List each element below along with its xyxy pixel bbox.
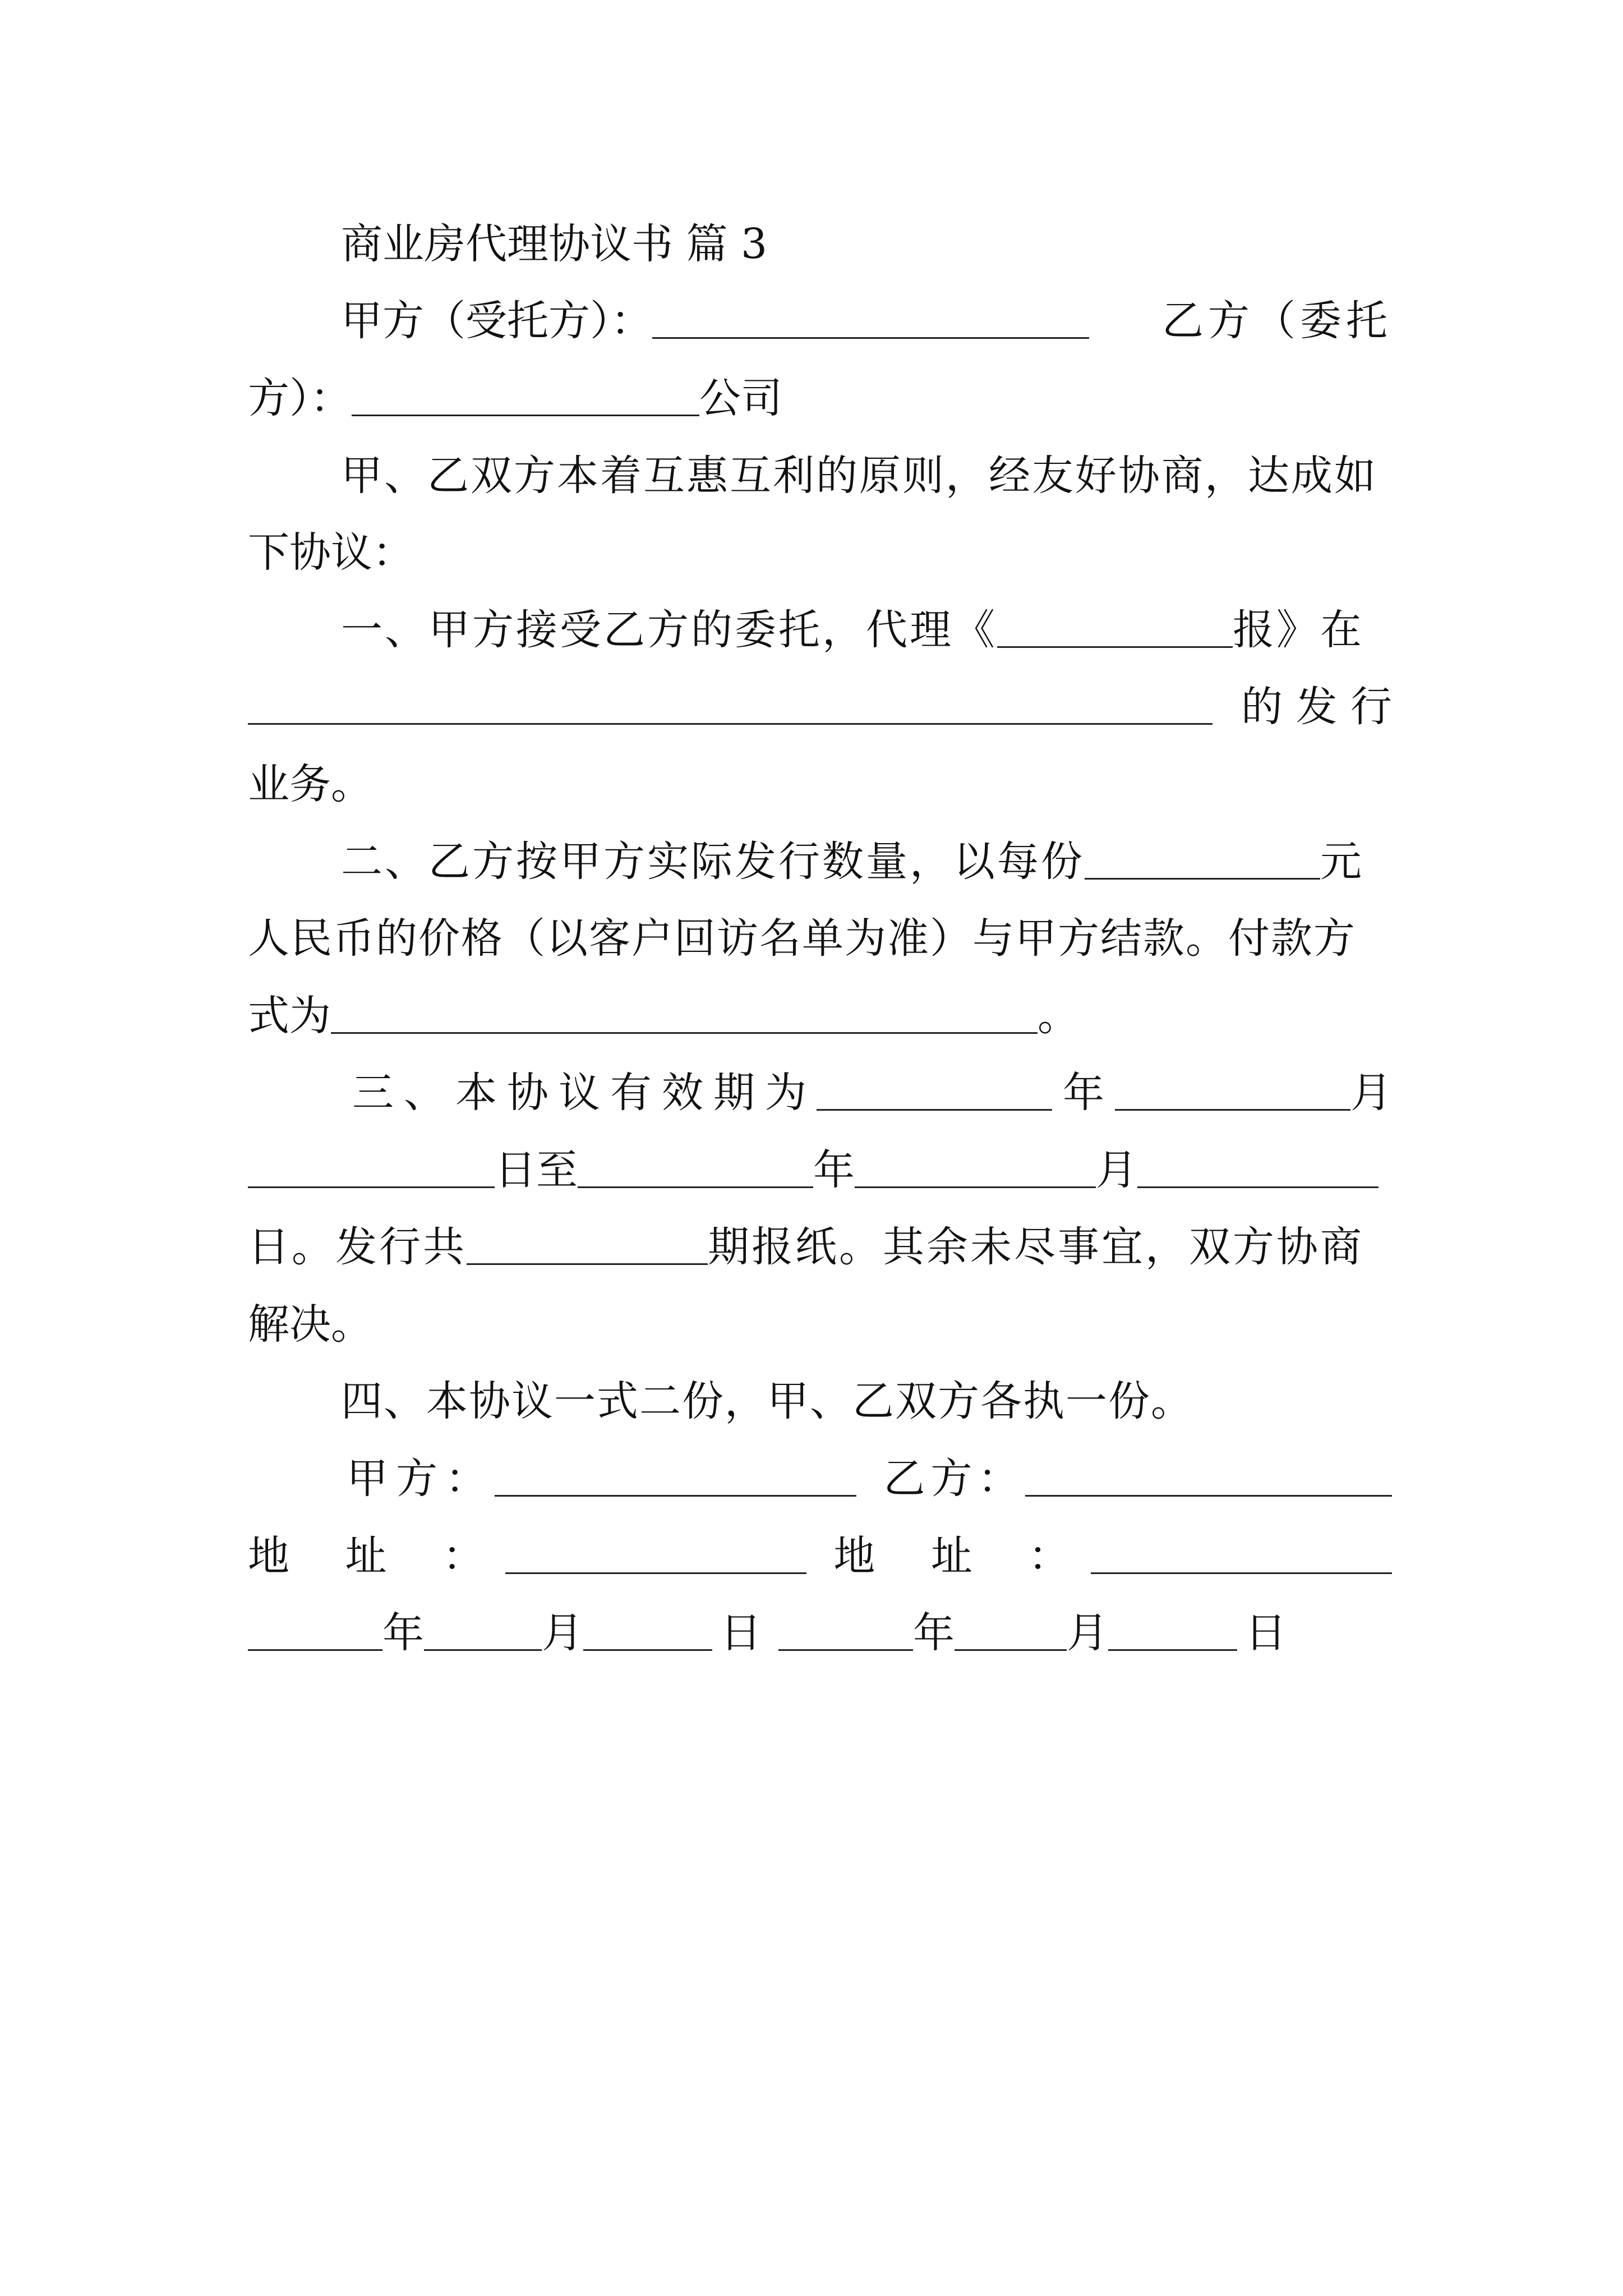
clause-1-text-d: 业务。 (248, 760, 372, 808)
document-title (248, 210, 1392, 278)
clause-1-line-2 (248, 673, 1392, 740)
party-b-label-cont: 方）： (248, 374, 352, 422)
intro-text-1: 甲、乙双方本着互惠互利的原则，经友好协商，达成如 (341, 452, 1377, 500)
clause-3-text-e: 解决。 (248, 1300, 372, 1349)
party-a-blank[interactable] (652, 302, 1089, 339)
intro-line-2 (248, 519, 1392, 586)
newspaper-name-blank[interactable] (997, 611, 1233, 648)
party-b-signature-blank[interactable] (1025, 1460, 1392, 1497)
clause-3-text-b: 日至 (495, 1146, 578, 1194)
payment-method-blank[interactable] (331, 997, 1038, 1034)
start-month-blank[interactable] (1115, 1074, 1350, 1111)
party-a-month-blank[interactable] (424, 1614, 542, 1651)
clause-2-text-a: 二、乙方按甲方实际发行数量，以每份 (341, 838, 1085, 886)
clause-1-line-1 (248, 596, 1392, 664)
party-b-label: 乙方（委托 (1162, 297, 1392, 345)
clause-4-line (248, 1368, 1392, 1435)
start-year-blank[interactable] (817, 1074, 1052, 1111)
clause-3-end-year-label: 年 (813, 1146, 855, 1194)
date-line (248, 1599, 1392, 1667)
intro-line-1 (248, 442, 1392, 509)
party-b-month-label: 月 (1067, 1609, 1108, 1657)
clause-3-line-1 (248, 1059, 1392, 1126)
party-a-day-blank[interactable] (583, 1614, 712, 1651)
clause-1-line-3 (248, 751, 1392, 818)
clause-3-text-d: 期报纸。其余未尽事宜，双方协商 (708, 1223, 1364, 1271)
party-b-month-blank[interactable] (955, 1614, 1067, 1651)
clause-3-text-c: 日。发行共 (248, 1223, 467, 1271)
distribution-area-blank[interactable] (248, 688, 1212, 725)
party-a-signature-blank[interactable] (495, 1460, 856, 1497)
party-a-month-label: 月 (542, 1609, 583, 1657)
clause-1-text-c: 的 发 行 (1241, 683, 1392, 731)
party-b-year-label: 年 (913, 1609, 955, 1657)
end-month-blank[interactable] (855, 1152, 1096, 1188)
clause-1-text-a: 一、甲方接受乙方的委托，代理《 (341, 606, 997, 654)
clause-2-text-d: 式为 (248, 992, 331, 1040)
clause-2-text-c: 人民币的价格（以客户回访名单为准）与甲方结款。付款方 (248, 914, 1356, 963)
party-b-day-blank[interactable] (1108, 1614, 1237, 1651)
clause-3-month-label: 月 (1350, 1069, 1392, 1117)
clause-3-line-3 (248, 1213, 1392, 1281)
clause-3-year-label: 年 (1063, 1069, 1104, 1117)
party-a-address-label: 地 址 ： (248, 1532, 506, 1580)
parties-line-2 (248, 365, 1392, 432)
party-b-address-label: 地 址 ： (833, 1532, 1091, 1580)
parties-line-1 (248, 287, 1392, 355)
party-a-address-blank[interactable] (505, 1538, 806, 1574)
party-a-day-label: 日 (720, 1609, 762, 1657)
clause-3-end-month-label: 月 (1096, 1146, 1137, 1194)
party-a-signature-label: 甲方： (347, 1455, 495, 1503)
party-b-year-blank[interactable] (778, 1614, 913, 1651)
end-day-blank[interactable] (1137, 1152, 1378, 1188)
signature-line (248, 1445, 1392, 1512)
clause-3-text-a: 三、本协议有效期为 (352, 1069, 817, 1117)
party-b-address-blank[interactable] (1091, 1538, 1392, 1574)
clause-2-line-2 (248, 905, 1392, 972)
clause-2-text-b: 元 (1320, 838, 1362, 886)
start-day-blank[interactable] (248, 1152, 495, 1188)
address-line (248, 1522, 1392, 1590)
party-a-label: 甲方（受托方）： (341, 297, 652, 345)
company-suffix: 公司 (699, 374, 782, 422)
intro-text-2: 下协议： (248, 528, 414, 577)
party-b-day-label: 日 (1245, 1609, 1287, 1657)
clause-4-text: 四、本协议一式二份，甲、乙双方各执一份。 (341, 1377, 1193, 1425)
clause-2-line-3 (248, 982, 1392, 1050)
clause-1-text-b: 报》在 (1233, 606, 1364, 654)
issue-count-blank[interactable] (467, 1228, 708, 1265)
clause-3-line-4 (248, 1291, 1392, 1358)
party-b-company-blank[interactable] (352, 380, 699, 416)
end-year-blank[interactable] (578, 1152, 813, 1188)
clause-2-line-1 (248, 828, 1392, 895)
party-b-signature-label: 乙方： (883, 1455, 1025, 1503)
party-a-year-blank[interactable] (248, 1614, 382, 1651)
unit-price-blank[interactable] (1085, 843, 1320, 880)
title-text: 商业房代理协议书 篇 3 (341, 220, 768, 268)
clause-3-line-2 (248, 1137, 1392, 1204)
clause-2-text-e: 。 (1038, 992, 1079, 1040)
party-a-year-label: 年 (382, 1609, 424, 1657)
